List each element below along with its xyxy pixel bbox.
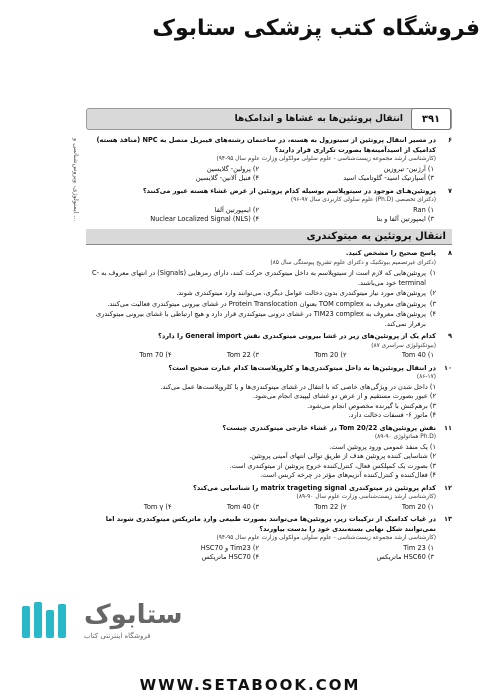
option[interactable]: ۲) Tom 22: [314, 502, 347, 511]
question-text: نقش پروتئین‌های Tom 20/22 در غشاء خارجی میتوکندری چیست؟: [222, 423, 436, 432]
page-number: ۳۹۱: [411, 108, 451, 130]
answer-option[interactable]: ۲) عبور بصورت مستقیم و از عرض دو غشای لیپیدی انجام می‌شود.: [252, 392, 436, 400]
option[interactable]: ۴) فنیل آلانین- گلایسین: [195, 174, 259, 182]
store-logo: [20, 600, 183, 650]
answer-option[interactable]: ۲) شناسایی کننده پروتئین هدف از طریق توالی انتهای آمینی پروتئین.: [249, 452, 436, 460]
question-source: (کارشناسی ارشد زیست‌شناسی وزارت علوم سال ۹۰-۸۹): [296, 494, 436, 500]
answer-option[interactable]: ۳) برهم‌کنش با گیرنده مخصوص انجام می‌شود.: [307, 401, 436, 410]
option[interactable]: ۳) HSC60 ماتریکس: [376, 553, 434, 561]
question-text: در غیاب کدامیک از ترکیبات زیر، پروتئین‌ها می‌توانند بصورت طبیعی وارد ماتریکس میتوکندری شوند اما نمی‌توانند شکل نهایی بسته‌بندی خود را بدست بیاورند؟: [105, 515, 436, 533]
question-source: (Ph.D هماتولوژی ۹۰-۸۹): [374, 434, 436, 440]
question-12: ۱۲ کدام پروتئین در میتوکندری matrix trageting signal را شناسایی می‌کند؟ (کارشناسی ارشد زیست‌شناسی وزارت علوم سال ۹۰-۸۹) ۱) Tom 20 ۲) Tom 22 ۳) Tom 40 ۴) Tom γ: [86, 484, 452, 513]
answer-block: [86, 443, 452, 481]
question-text: پروتئین‌هـای موجود در سیتوپلاسم بوسیله کدام پروتئین از عرض غشاء هسته عبور می‌کنند؟: [142, 186, 436, 195]
option[interactable]: ۳) ایمپورتین آلفا و بتا: [376, 215, 434, 223]
option[interactable]: ۳) آسپارتیک اسید- گلوتامیک اسید: [343, 174, 434, 182]
option[interactable]: ۱) Tom 20: [401, 502, 434, 511]
question-text: در مسیر انتقال پروتئین از سیتوزول به هسته، در ساختمان رشته‌های فیبریل متصل به NPC (منافذ هسته) کدامیک از اسیدآمینه‌ها بصورت تکراری قرار دارند؟: [96, 136, 436, 154]
question-9: ۹ کدام یک از پروتئین‌های زیر در غشا بیرونی میتوکندری نقش General import را دارد؟ (بیوتکنولوژی سراسری ۸۷) ۱) Tom 40 ۲) Tom 20 ۳) Tom 22 ۴) Tom 70: [86, 332, 452, 361]
options: [86, 165, 452, 184]
answer-option[interactable]: پروتئین‌های مورد نیاز میتوکندری بدون دخالت عوامل دیگری، می‌توانند وارد میتوکندری شوند.: [176, 289, 426, 297]
book-page: [72, 108, 452, 631]
question-text: کدام پروتئین در میتوکندری matrix trageting signal را شناسایی می‌کند؟: [193, 483, 436, 492]
question-content: [86, 136, 452, 566]
question-text: پاسخ صحیح را مشخص کنید.: [345, 249, 436, 257]
question-text: کدام یک از پروتئین‌های زیر در غشا بیرونی میتوکندری نقش General import را دارد؟: [158, 332, 436, 340]
answer-block: [86, 383, 452, 421]
question-10: ۱۰ در انتقال پروتئین‌ها به داخل میتوکندری‌ها و کلروپلاست‌ها کدام عبارت صحیح است؟ (۸۶-۱۷) ۱) داخل شدن در ویژگی‌های خاصی که با انتقال در غشای میتوکندری‌ها و یا کلروپلاست‌ها عمل می‌کند. ۲) عبور بصورت مستقیم و از عرض دو غشای لیپیدی انجام می‌شود. ۳) برهم‌کنش با گیرنده مخصوص انجام می‌شود. ۴) ماتوز ۶- فسفات دخالت دارد.: [86, 364, 452, 421]
options: [86, 206, 452, 225]
option[interactable]: ۲) پرولین- گلایسین: [206, 164, 259, 173]
question-source: (دکترای غیرتصمیم بیوتکنیک و دکترای علوم تشریح پیوستگی سال ۸۵): [270, 259, 436, 266]
book-stack-icon: [20, 600, 80, 642]
logo-subtitle: فروشگاه اینترنتی کتاب: [84, 632, 151, 640]
answer-option[interactable]: پروتئین‌های معروف به TIM23 complex در غشای درونی میتوکندری قرار دارد و هیچ ارتباطی با غشای بیرونی میتوکندری برقرار نمی‌کند.: [96, 310, 426, 328]
answer-option[interactable]: ۱) یک منفذ عمومی ورود پروتئین است.: [329, 442, 436, 451]
option[interactable]: ۱) Ran: [413, 205, 434, 214]
side-label: ایمنولوژی، ویروس‌شناسی و ...: [72, 138, 80, 222]
option[interactable]: ۲) Tom 20: [314, 351, 347, 359]
question-source: (بیوتکنولوژی سراسری ۸۷): [371, 342, 436, 349]
option[interactable]: ۳) Tom 22: [226, 351, 259, 359]
option[interactable]: ۴) Tom 70: [139, 351, 172, 359]
question-source: (کارشناسی ارشد مجموعه زیست‌شناسی - علوم سلولی مولکولی وزارت علوم سال ۹۵-۹۴): [216, 156, 436, 162]
answer-option[interactable]: ۳) بصورت یک کمپلکس فعال، کنترل‌کننده خروج پروتئین از میتوکندری است.: [229, 461, 436, 470]
option[interactable]: ۳) Tom 40: [226, 502, 259, 511]
logo-text: ستابوک: [84, 600, 183, 630]
options: [86, 351, 452, 361]
question-text: در انتقال پروتئین‌ها به داخل میتوکندری‌ها و کلروپلاست‌ها کدام عبارت صحیح است؟: [168, 363, 436, 372]
question-source: (کارشناسی ارشد مجموعه زیست‌شناسی - علوم سلولی مولکولی وزارت علوم سال ۹۵-۹۴): [216, 535, 436, 541]
option[interactable]: ۱) Tim 23: [403, 543, 434, 552]
question-7: ۷ پروتئین‌هـای موجود در سیتوپلاسم بوسیله کدام پروتئین از عرض غشاء هسته عبور می‌کنند؟ (دکترای تخصصی (Ph.D) علوم سلولی کاربردی سال ۹۷-۹۶) ۱) Ran ۲) ایمپورتین آلفا ۳) ایمپورتین آلفا و بتا ۴) Nuclear Localized Signal (NLS): [86, 187, 452, 225]
option[interactable]: ۱) آرژنین- تیروزین: [383, 164, 434, 173]
footer-url[interactable]: WWW.SETABOOK.COM: [139, 676, 361, 694]
question-11: ۱۱ نقش پروتئین‌های Tom 20/22 در غشاء خارجی میتوکندری چیست؟ (Ph.D هماتولوژی ۹۰-۸۹) ۱) یک منفذ عمومی ورود پروتئین است. ۲) شناسایی کننده پروتئین هدف از طریق توالی انتهای آمینی پروتئین. ۳) بصورت یک کمپلکس فعال، کنترل‌کننده خروج پروتئین از میتوکندری است. ۴) فعال‌کننده و کنترل‌کننده آنزیم‌های مؤثر در چرخه کربس است.: [86, 424, 452, 481]
section-heading: انتقال پروتئین به میتوکندری: [86, 229, 452, 246]
answer-option[interactable]: ۴) فعال‌کننده و کنترل‌کننده آنزیم‌های مؤثر در چرخه کربس است.: [260, 471, 436, 479]
option[interactable]: ۲) ایمپورتین آلفا: [214, 205, 259, 214]
answer-option[interactable]: پروتئین‌هایی که لازم است از سیتوپلاسم به داخل میتوکندری حرکت کنند، دارای رمزهایی (Signals) در انتهای معروف به C-terminal خود می‌باشند.: [92, 269, 426, 287]
answer-option[interactable]: ۴) ماتوز ۶- فسفات دخالت دارد.: [348, 411, 436, 419]
options: [86, 544, 452, 563]
options: [86, 503, 452, 513]
question-source: (۸۶-۱۷): [416, 374, 436, 380]
answer-option[interactable]: پروتئین‌های معروف به TOM complex بعنوان Protein Translocation در غشای بیرونی میتوکندری فعالیت می‌کنند.: [107, 299, 426, 308]
option[interactable]: ۴) Nuclear Localized Signal (NLS): [150, 215, 259, 223]
answer-block: ۱) پروتئین‌هایی که لازم است از سیتوپلاسم به داخل میتوکندری حرکت کنند، دارای رمزهایی (Signals) در انتهای معروف به C-terminal خود می‌باشند. ۲) پروتئین‌های مورد نیاز میتوکندری بدون دخالت عوامل دیگری، می‌توانند وارد میتوکندری شوند. ۳) پروتئین‌های معروف به TOM complex بعنوان Protein Translocation در غشای بیرونی میتوکندری فعالیت می‌کنند. ۴) پروتئین‌های معروف به TIM23 complex در غشای درونی میتوکندری قرار دارد و هیچ ارتباطی با غشای بیرونی میتوکندری برقرار نمی‌کند.: [86, 269, 452, 329]
option[interactable]: ۴) Tom γ: [143, 502, 172, 511]
chapter-title: انتقال پروتئین‌ها به غشاها و اندامک‌ها: [234, 114, 403, 124]
question-13: ۱۳ در غیاب کدامیک از ترکیبات زیر، پروتئین‌ها می‌توانند بصورت طبیعی وارد ماتریکس میتوکندری شوند اما نمی‌توانند شکل نهایی بسته‌بندی خود را بدست بیاورند؟ (کارشناسی ارشد مجموعه زیست‌شناسی - علوم سلولی مولکولی وزارت علوم سال ۹۵-۹۴) ۱) Tim 23 ۲) Tim23 و HSC70 ۳) HSC60 ماتریکس ۴) HSC70 ماتریکس: [86, 515, 452, 563]
page-header: [86, 108, 452, 130]
option[interactable]: ۴) HSC70 ماتریکس: [201, 553, 259, 561]
option[interactable]: ۲) Tim23 و HSC70: [200, 543, 259, 552]
answer-option[interactable]: ۱) داخل شدن در ویژگی‌های خاصی که با انتقال در غشای میتوکندری‌ها و یا کلروپلاست‌ها عمل می‌کند.: [160, 382, 436, 391]
option[interactable]: ۱) Tom 40: [401, 351, 434, 359]
question-6: ۶ در مسیر انتقال پروتئین از سیتوزول به هسته، در ساختمان رشته‌های فیبریل متصل به NPC (منافذ هسته) کدامیک از اسیدآمینه‌ها بصورت تکراری قرار دارند؟ (کارشناسی ارشد مجموعه زیست‌شناسی - علوم سلولی مولکولی وزارت علوم سال ۹۵-۹۴) ۱) آرژنین- تیروزین ۲) پرولین- گلایسین ۳) آسپارتیک اسید- گلوتامیک اسید ۴) فنیل آلانین- گلایسین: [86, 136, 452, 184]
store-title: فروشگاه کتب پزشکی ستابوک: [152, 16, 480, 41]
question-source: (دکترای تخصصی (Ph.D) علوم سلولی کاربردی سال ۹۷-۹۶): [290, 197, 436, 203]
question-8: ۸ پاسخ صحیح را مشخص کنید. (دکترای غیرتصمیم بیوتکنیک و دکترای علوم تشریح پیوستگی سال ۸۵) ۱) پروتئین‌هایی که لازم است از سیتوپلاسم به داخل میتوکندری حرکت کنند، دارای رمزهایی (Signals) در انتهای معروف به C-terminal خود می‌باشند. ۲) پروتئین‌های مورد نیاز میتوکندری بدون دخالت عوامل دیگری، می‌توانند وارد میتوکندری شوند. ۳) پروتئین‌های معروف به TOM complex بعنوان Protein Translocation در غشای بیرونی میتوکندری فعالیت می‌کنند. ۴) پروتئین‌های معروف به TIM23 complex در غشای درونی میتوکندری قرار دارد و هیچ ارتباطی با غشای بیرونی میتوکندری برقرار نمی‌کند.: [86, 249, 452, 329]
